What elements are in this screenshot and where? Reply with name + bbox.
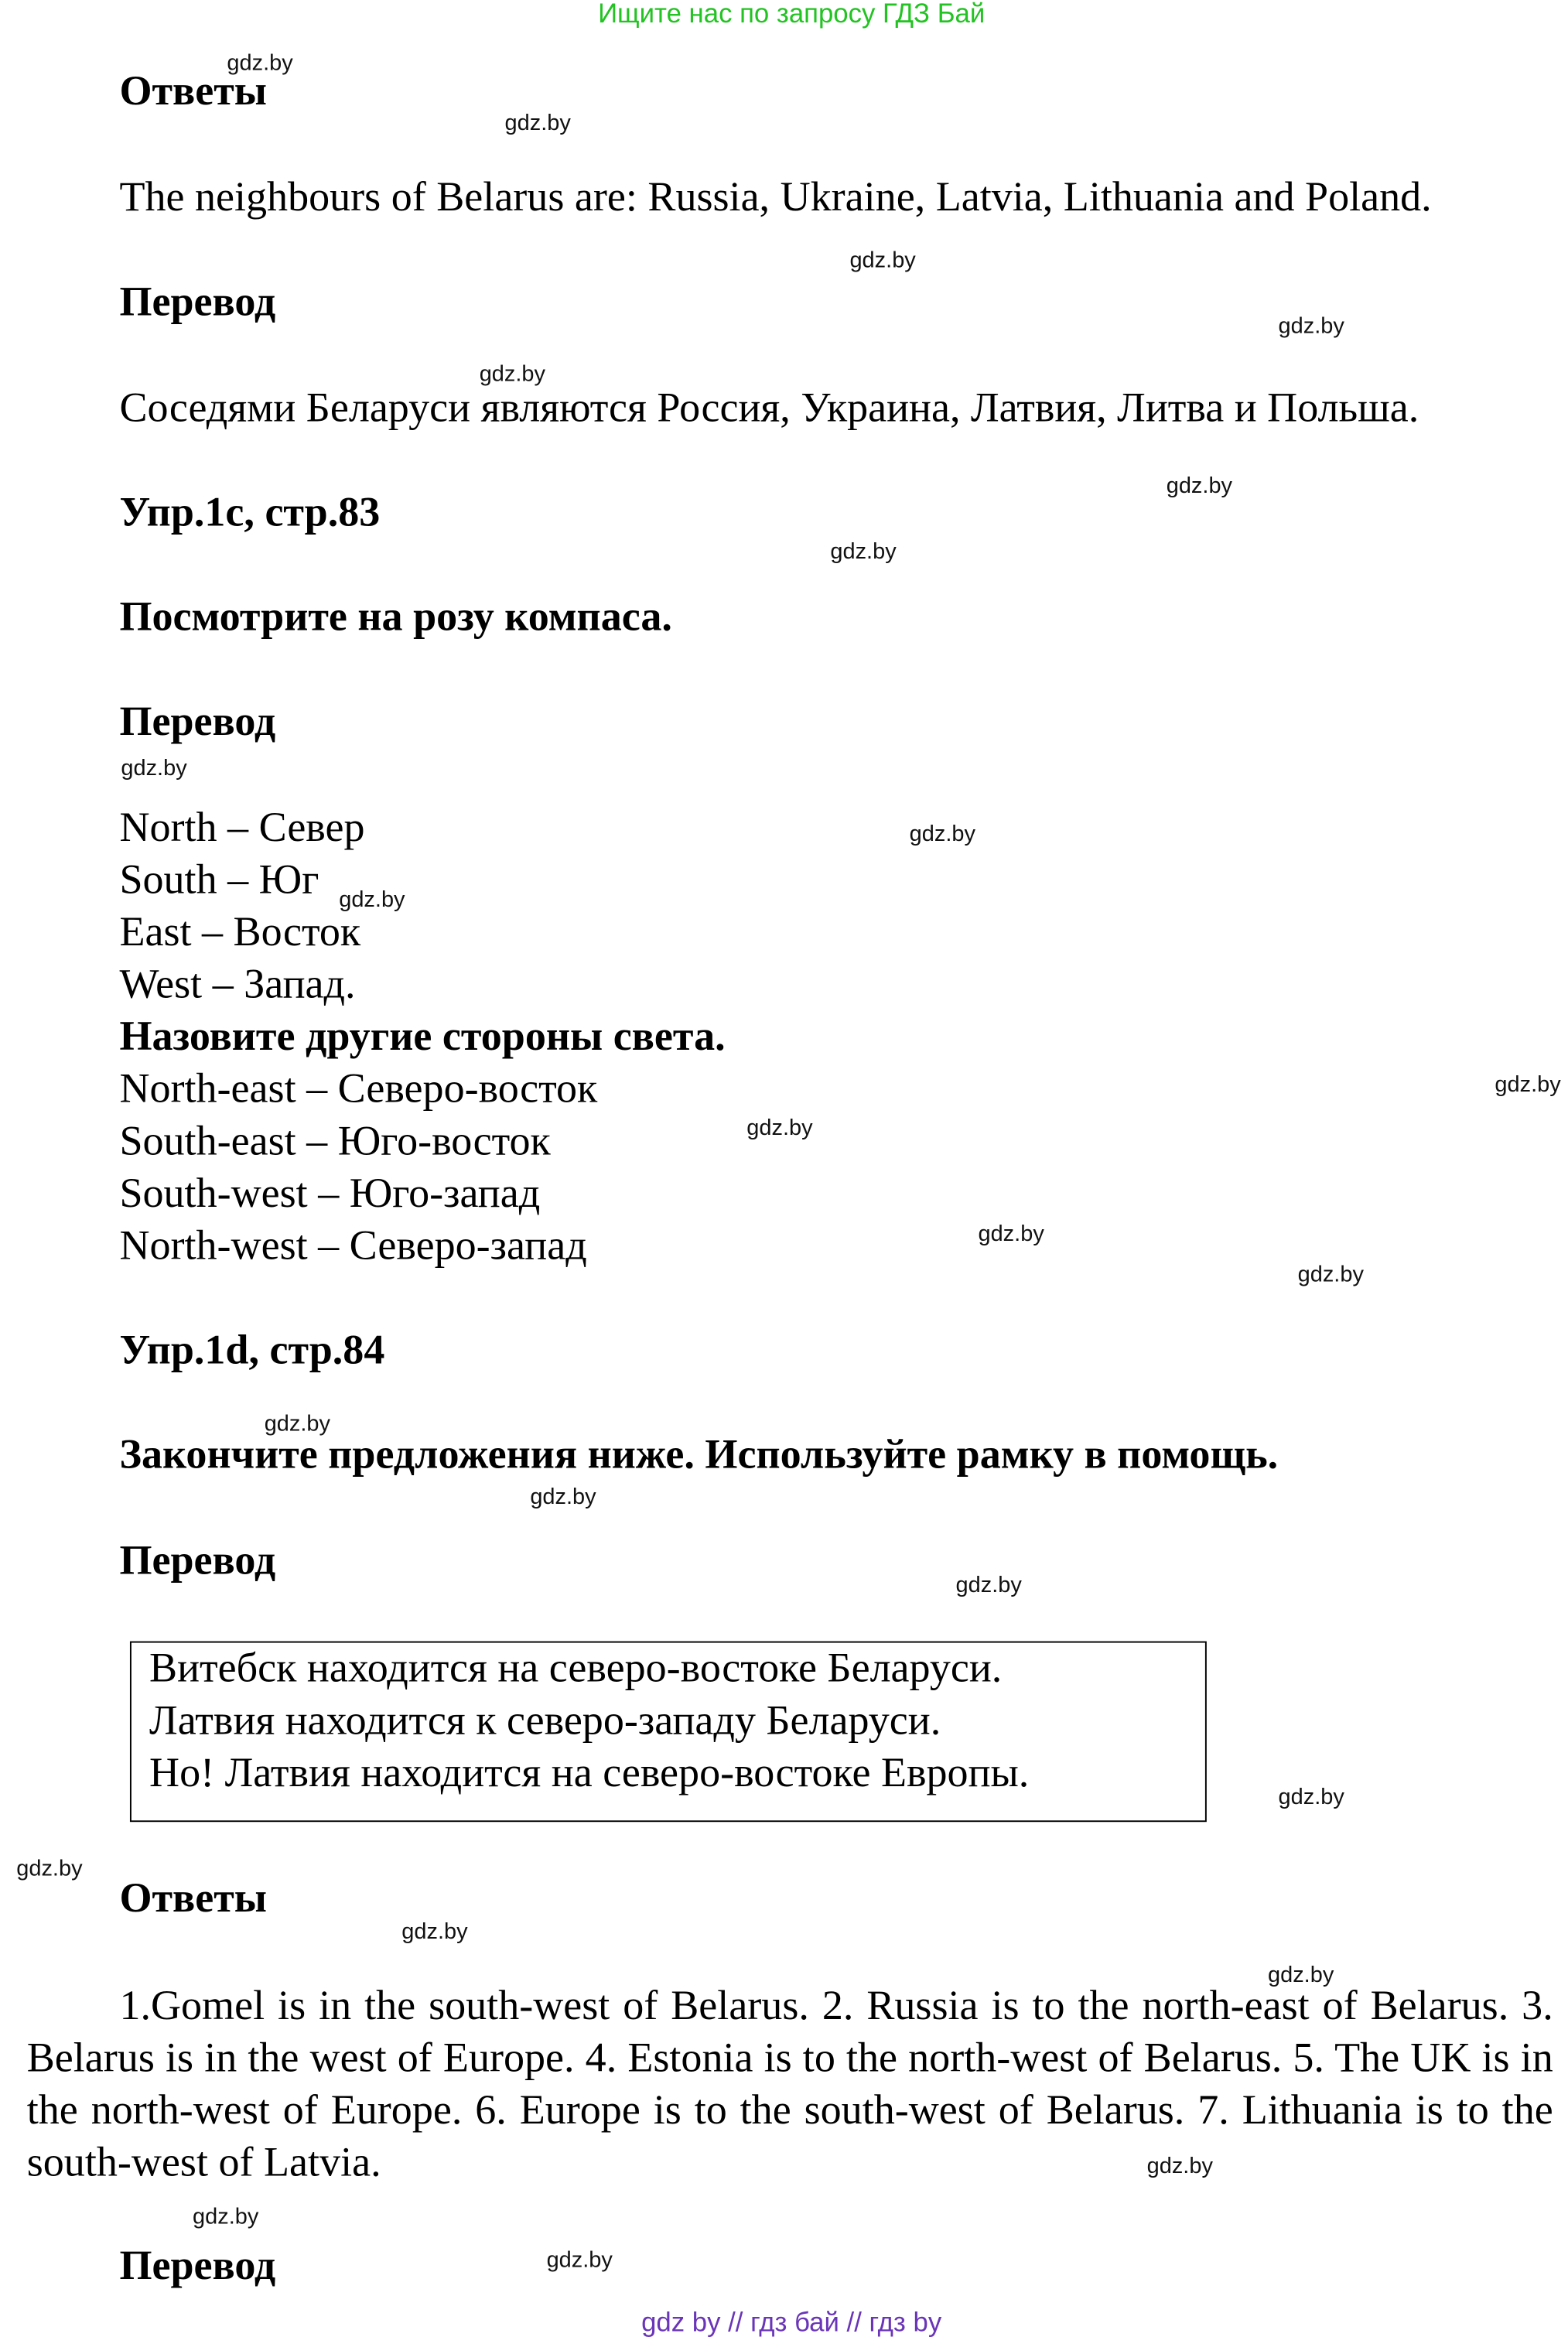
other-directions-heading: Назовите другие стороны света. bbox=[119, 1013, 726, 1061]
watermark: gdz.by bbox=[1146, 2153, 1213, 2179]
direction-item: West – Запад. bbox=[119, 962, 356, 1009]
watermark: gdz.by bbox=[830, 538, 897, 565]
watermark: gdz.by bbox=[504, 110, 571, 136]
exercise-1d-task: Закончите предложения ниже. Используйте рамку в помощь. bbox=[119, 1432, 1279, 1479]
box-line: Латвия находится к северо-западу Беларуси. bbox=[149, 1697, 941, 1744]
watermark: gdz.by bbox=[530, 1484, 596, 1510]
exercise-1d-translation-heading: Перевод bbox=[119, 1538, 276, 1585]
watermark: gdz.by bbox=[193, 2204, 259, 2230]
box-line: Но! Латвия находится на северо-востоке Европы. bbox=[149, 1750, 1030, 1797]
direction-item: North-east – Северо-восток bbox=[119, 1066, 598, 1113]
exercise-1d-title: Упр.1d, стр.84 bbox=[119, 1327, 385, 1375]
watermark: gdz.by bbox=[16, 1856, 83, 1882]
final-translation-heading: Перевод bbox=[119, 2243, 276, 2290]
watermark: gdz.by bbox=[121, 755, 187, 781]
watermark: gdz.by bbox=[1166, 473, 1233, 499]
watermark: gdz.by bbox=[849, 248, 916, 274]
answer-text: The neighbours of Belarus are: Russia, Ukraine, Latvia, Lithuania and Poland. bbox=[119, 174, 1432, 221]
direction-item: South – Юг bbox=[119, 857, 319, 904]
direction-item: North-west – Северо-запад bbox=[119, 1223, 587, 1269]
answers-heading: Ответы bbox=[119, 1875, 267, 1922]
translation-text: Соседями Беларуси являются Россия, Украина, Латвия, Литва и Польша. bbox=[119, 385, 1419, 432]
watermark: gdz.by bbox=[264, 1411, 331, 1437]
exercise-1c-translation-heading: Перевод bbox=[119, 699, 276, 746]
answers-paragraph: 1.Gomel is in the south-west of Belarus. 2. Russia is to the north-east of Belarus. 3. Belarus is in the west of Europe. 4. Estonia is to the north-west of Belarus. 5. The UK is in the north-west of Europe. 6. Europe is to the south-west of Belarus. 7. Lithuania is to the south-west of Latvia. bbox=[26, 1983, 1553, 2187]
watermark: gdz.by bbox=[1297, 1262, 1364, 1288]
footer-links[interactable]: gdz by // гдз бай // гдз by bbox=[641, 2307, 942, 2337]
watermark: gdz.by bbox=[978, 1221, 1044, 1247]
watermark: gdz.by bbox=[1278, 313, 1344, 340]
translation-heading: Перевод bbox=[119, 279, 276, 326]
answers-heading: Ответы bbox=[119, 68, 267, 115]
search-banner[interactable]: Ищите нас по запросу ГДЗ Бай bbox=[598, 0, 986, 29]
exercise-1c-title: Упр.1с, стр.83 bbox=[119, 490, 381, 537]
watermark: gdz.by bbox=[909, 821, 976, 847]
watermark: gdz.by bbox=[1495, 1072, 1561, 1098]
watermark: gdz.by bbox=[1278, 1784, 1344, 1810]
box-line: Витебск находится на северо-востоке Беларуси. bbox=[149, 1645, 1003, 1693]
watermark: gdz.by bbox=[227, 50, 293, 77]
direction-item: South-east – Юго-восток bbox=[119, 1118, 551, 1165]
watermark: gdz.by bbox=[955, 1572, 1022, 1598]
watermark: gdz.by bbox=[546, 2247, 613, 2274]
watermark: gdz.by bbox=[339, 887, 405, 913]
watermark: gdz.by bbox=[479, 361, 546, 387]
direction-item: South-west – Юго-запад bbox=[119, 1170, 541, 1218]
watermark: gdz.by bbox=[746, 1116, 813, 1141]
direction-item: North – Север bbox=[119, 805, 365, 852]
watermark: gdz.by bbox=[401, 1918, 468, 1945]
direction-item: East – Восток bbox=[119, 909, 361, 956]
exercise-1c-task: Посмотрите на розу компаса. bbox=[119, 594, 672, 641]
watermark: gdz.by bbox=[1267, 1962, 1334, 1988]
